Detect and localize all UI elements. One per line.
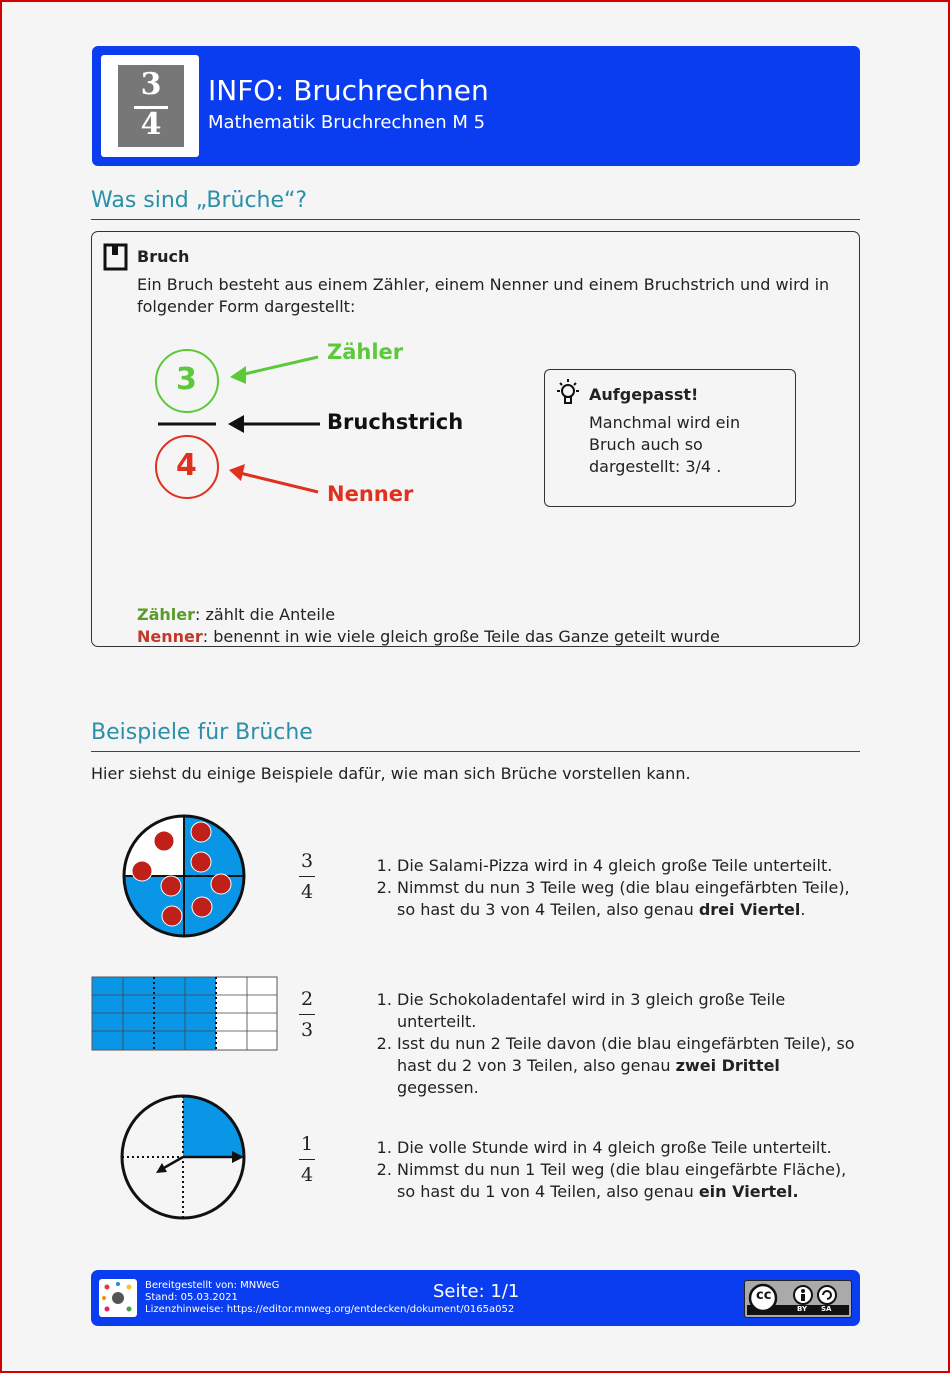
footer-date: Stand: 05.03.2021 [145, 1292, 238, 1303]
page-subtitle: Mathematik Bruchrechnen M 5 [208, 112, 486, 133]
mnweg-logo-icon [99, 1279, 137, 1317]
cc-by-label: BY [797, 1305, 808, 1313]
lightbulb-icon [555, 378, 581, 408]
page-title: INFO: Bruchrechnen [208, 74, 489, 107]
label-zaehler: Zähler [327, 340, 404, 364]
fraction-numerator: 1 [300, 1133, 314, 1155]
footer-provided-by: Bereitgestellt von: MNWeG [145, 1280, 280, 1291]
example-text-clock [373, 1137, 863, 1203]
numerator-digit: 3 [176, 362, 197, 397]
logo-denominator: 4 [140, 107, 162, 142]
section-title-examples: Beispiele für Brüche [91, 720, 313, 745]
chocolate-bar-illustration [91, 976, 279, 1052]
footer-bar [91, 1270, 860, 1326]
text-nenner: : benennt in wie viele gleich große Teile das Ganze geteilt wurde [202, 627, 720, 646]
text-zaehler: : zählt die Anteile [195, 605, 336, 624]
section-divider [91, 751, 860, 752]
section-title-what-are-fractions: Was sind „Brüche“? [91, 188, 308, 213]
list-item: 1. Die Schokoladentafel wird in 3 gleich große Teile unterteilt. [397, 989, 863, 1033]
logo [101, 55, 199, 157]
label-nenner: Nenner [327, 482, 414, 506]
cc-text: cc [756, 1288, 772, 1303]
fraction-denominator: 4 [300, 881, 314, 903]
label-bruchstrich: Bruchstrich [327, 410, 464, 434]
denominator-digit: 4 [176, 448, 197, 483]
term-zaehler: Zähler [137, 605, 196, 624]
cc-sa-label: SA [821, 1305, 832, 1313]
fraction-two-thirds [297, 988, 317, 1041]
list-item: 2. Nimmst du nun 1 Teil weg (die blau eingefärbte Fläche), so hast du 1 von 4 Teilen, also genau ein Viertel. [397, 1159, 863, 1203]
tip-heading: Aufgepasst! [589, 385, 699, 404]
cc-license-badge[interactable] [744, 1280, 852, 1318]
fraction-numerator: 2 [300, 988, 314, 1010]
tip-text: Manchmal wird ein Bruch auch so dargestellt: 3/4 . [589, 413, 741, 476]
fraction-logo-icon [118, 65, 184, 147]
example-text-chocolate [373, 989, 863, 1099]
definition-heading: Bruch [137, 247, 190, 266]
fraction-denominator: 4 [300, 1164, 314, 1186]
fraction-three-quarters [297, 850, 317, 903]
logo-numerator: 3 [140, 67, 162, 102]
pizza-illustration [122, 814, 246, 938]
fraction-one-quarter [297, 1133, 317, 1186]
term-nenner: Nenner [137, 627, 203, 646]
example-text-pizza [373, 855, 863, 921]
examples-intro: Hier siehst du einige Beispiele dafür, wie man sich Brüche vorstellen kann. [91, 764, 691, 783]
list-item: 1. Die volle Stunde wird in 4 gleich große Teile unterteilt. [397, 1137, 863, 1159]
list-item: 2. Isst du nun 2 Teile davon (die blau eingefärbten Teile), so hast du 2 von 3 Teilen, also genau zwei Drittel gegessen. [397, 1033, 863, 1099]
header-banner [92, 46, 860, 166]
list-item: 2. Nimmst du nun 3 Teile weg (die blau eingefärbten Teile), so hast du 3 von 4 Teilen, also genau drei Viertel. [397, 877, 863, 921]
book-icon [103, 243, 129, 271]
section-divider [91, 219, 860, 220]
definition-intro: Ein Bruch besteht aus einem Zähler, einem Nenner und einem Bruchstrich und wird in folgender Form dargestellt: [137, 275, 830, 316]
definition-zaehler [137, 604, 335, 626]
clock-illustration [120, 1094, 248, 1222]
footer-page-number: Seite: 1/1 [433, 1281, 520, 1302]
mnweg-logo [99, 1279, 137, 1317]
footer-license: Lizenzhinweise: https://editor.mnweg.org/entdecken/dokument/0165a052 [145, 1304, 515, 1315]
fraction-denominator: 3 [300, 1019, 314, 1041]
definition-nenner [137, 626, 720, 648]
list-item: 1. Die Salami-Pizza wird in 4 gleich große Teile unterteilt. [397, 855, 863, 877]
tip-box [544, 369, 796, 507]
fraction-numerator: 3 [300, 850, 314, 872]
